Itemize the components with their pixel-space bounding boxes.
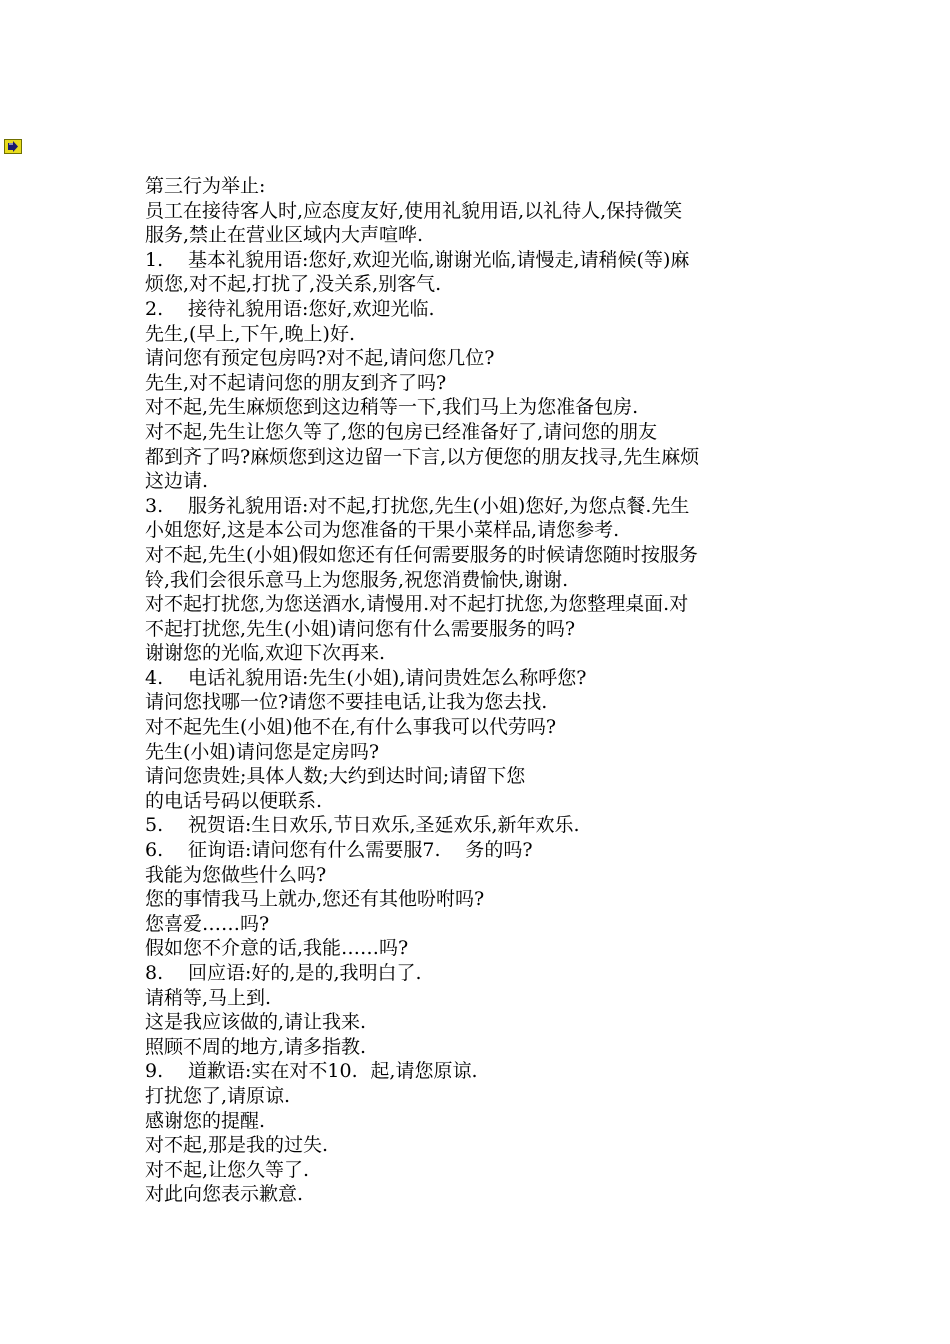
text-line: 这是我应该做的,请让我来. [145, 1011, 367, 1034]
text-line: 请问您找哪一位?请您不要挂电话,让我为您去找. [145, 691, 548, 714]
item-text: 务的吗? [465, 839, 533, 862]
item-number: 8. [145, 962, 164, 984]
text-line: 对不起,那是我的过失. [145, 1134, 329, 1157]
text-line: 对不起,先生(小姐)假如您还有任何需要服务的时候请您随时按服务 [145, 543, 698, 566]
item-number: 5. [145, 814, 164, 837]
arrow-glyph [5, 140, 21, 153]
text-line: 照顾不周的地方,请多指教. [145, 1035, 367, 1058]
item-number: 2. [145, 297, 164, 320]
text-line: 对此向您表示歉意. [145, 1183, 304, 1206]
item-text: 起,请您原谅. [370, 1060, 478, 1083]
text-line: 都到齐了吗?麻烦您到这边留一下言,以方便您的朋友找寻,先生麻烦 [145, 445, 700, 468]
text-line: 请问您贵姓;具体人数;大约到达时间;请留下您 [145, 765, 526, 788]
item-text: 道歉语:实在对不 [188, 1060, 328, 1083]
item-number: 3. [145, 494, 164, 517]
text-line: 先生,对不起请问您的朋友到齐了吗? [145, 371, 447, 394]
section-heading: 第三行为举止: [145, 175, 266, 197]
text-line: 您的事情我马上就办,您还有其他吩咐吗? [145, 888, 485, 911]
item-congratulations [145, 813, 825, 838]
text-line: 先生(小姐)请问您是定房吗? [145, 740, 380, 763]
item-text: 祝贺语:生日欢乐,节日欢乐,圣延欢乐,新年欢乐. [188, 814, 580, 837]
text-line: 请问您有预定包房吗?对不起,请问您几位? [145, 347, 495, 370]
document-body [145, 174, 825, 1207]
item-text: 电话礼貌用语:先生(小姐),请问贵姓怎么称呼您? [188, 666, 587, 689]
text-line: 感谢您的提醒. [145, 1109, 266, 1132]
intro-line: 员工在接待客人时,应态度友好,使用礼貌用语,以礼待人,保持微笑 [145, 199, 683, 222]
item-number: 6. [145, 839, 164, 862]
text-line: 假如您不介意的话,我能……吗? [145, 937, 409, 960]
item-text: 回应语:好的,是的,我明白了. [188, 962, 422, 984]
text-line: 您喜爱……吗? [145, 912, 270, 935]
text-line: 我能为您做些什么吗? [145, 863, 327, 886]
item-apology [145, 1059, 825, 1084]
text-line: 对不起,先生让您久等了,您的包房已经准备好了,请问您的朋友 [145, 420, 658, 443]
text-line: 铃,我们会很乐意马上为您服务,祝您消费愉快,谢谢. [145, 568, 569, 591]
item-text: 接待礼貌用语:您好,欢迎光临. [188, 297, 435, 320]
text-line: 对不起,先生麻烦您到这边稍等一下,我们马上为您准备包房. [145, 396, 639, 419]
item-phone-courtesy [145, 666, 825, 691]
item-inquiry [145, 838, 825, 863]
text-line: 这边请. [145, 470, 209, 493]
intro-line: 服务,禁止在营业区域内大声喧哗. [145, 224, 424, 247]
text-line: 对不起,让您久等了. [145, 1158, 310, 1181]
item-text: 服务礼貌用语:对不起,打扰您,先生(小姐)您好,为您点餐.先生 [188, 494, 690, 517]
item-number-inline: 7. [422, 839, 441, 862]
text-line: 的电话号码以便联系. [145, 789, 323, 812]
item-number: 9. [145, 1060, 164, 1083]
item-number-inline: 10. [327, 1060, 358, 1083]
item-text: 征询语:请问您有什么需要服 [188, 839, 423, 862]
text-line: 小姐您好,这是本公司为您准备的干果小菜样品,请您参考. [145, 519, 620, 542]
item-number: 4. [145, 666, 164, 689]
item-reception-courtesy [145, 297, 825, 322]
document-arrow-icon[interactable] [4, 139, 22, 154]
text-line: 不起打扰您,先生(小姐)请问您有什么需要服务的吗? [145, 617, 576, 640]
item-response [145, 961, 825, 986]
item-service-courtesy [145, 494, 825, 519]
text-line: 先生,(早上,下午,晚上)好. [145, 322, 355, 345]
text-line: 请稍等,马上到. [145, 986, 272, 1009]
item-basic-courtesy [145, 248, 825, 273]
text-line: 打扰您了,请原谅. [145, 1084, 291, 1107]
text-line: 烦您,对不起,打扰了,没关系,别客气. [145, 273, 442, 296]
item-text: 基本礼貌用语:您好,欢迎光临,谢谢光临,请慢走,请稍候(等)麻 [188, 248, 690, 271]
text-line: 对不起打扰您,为您送酒水,请慢用.对不起打扰您,为您整理桌面.对 [145, 593, 689, 616]
item-number: 1. [145, 248, 164, 271]
text-line: 对不起先生(小姐)他不在,有什么事我可以代劳吗? [145, 716, 557, 739]
text-line: 谢谢您的光临,欢迎下次再来. [145, 642, 386, 665]
